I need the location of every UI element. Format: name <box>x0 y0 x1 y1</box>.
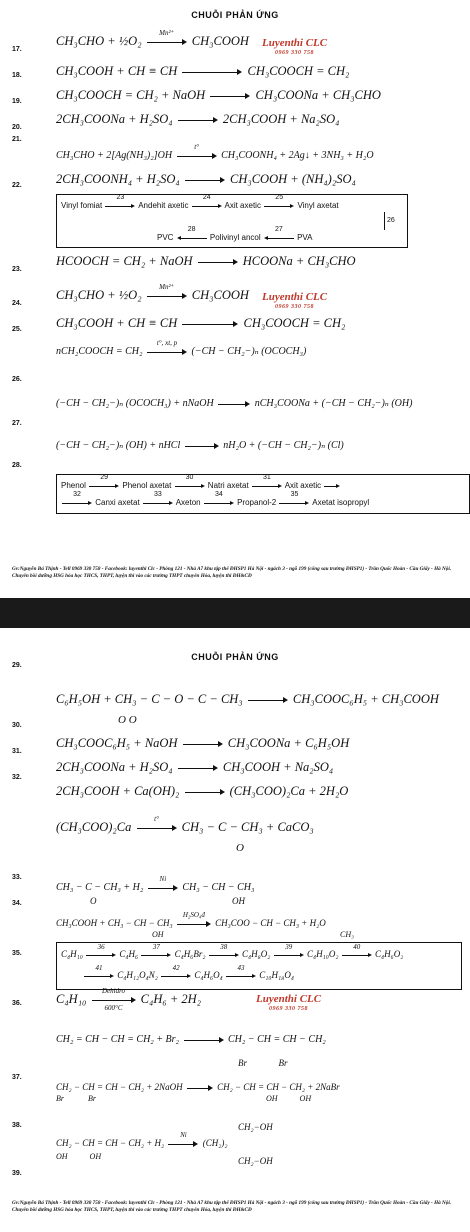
chain-row-2 <box>83 963 294 980</box>
reactants: CH₃COOCH = CH₂ + NaOH <box>56 88 206 102</box>
chain-down-arrow <box>384 212 385 230</box>
chain-arrow: 40 <box>342 951 372 959</box>
products: CH₃COOH + (NH₄)₂SO₄ <box>230 172 356 186</box>
brand-logo: Luyenthi CLC 0969 330 758 <box>262 37 328 56</box>
reaction-arrow <box>218 400 250 408</box>
substituent-label: CH₃ <box>340 930 354 939</box>
compound-label: Vinyl fomiat <box>61 201 103 210</box>
chain-arrow: 42 <box>161 972 191 980</box>
reaction-arrow <box>185 788 225 796</box>
substituent-label: O <box>236 842 244 854</box>
chain-arrow: 24 <box>192 202 222 210</box>
reaction-arrow <box>210 92 250 100</box>
reaction-arrow <box>182 320 238 328</box>
reaction-22 <box>56 172 356 187</box>
compound-label: Phenol axetat <box>122 481 172 490</box>
compound-label: Natri axetat <box>207 481 249 490</box>
reaction-34 <box>56 910 326 928</box>
reaction-arrow <box>182 68 242 76</box>
reactants: CH₂ − CH = CH − CH₂ + 2NaOH <box>56 1082 183 1092</box>
compound-label: C₁₀H₁₈O₄ <box>259 970 294 980</box>
compound-label: Phenol <box>61 481 86 490</box>
chain-arrow: 23 <box>105 202 135 210</box>
reaction-number: 31. <box>12 748 22 755</box>
products: CH₂ − CH = CH − CH₂ <box>228 1034 326 1045</box>
reaction-28 <box>56 440 344 451</box>
products: CH₃COOCH = CH₂ <box>243 316 346 330</box>
reaction-number: 17. <box>12 46 22 53</box>
reaction-number: 22. <box>12 182 22 189</box>
products: CH₃ − C − CH₃ + CaCO₃ <box>181 820 314 834</box>
reactants: 2CH₃COOH + Ca(OH)₂ <box>56 784 180 798</box>
reactants: CH₃ − C − CH₃ + H₂ <box>56 882 144 893</box>
reaction-number: 39. <box>12 1170 22 1177</box>
chain-arrow: 33 <box>143 499 173 507</box>
page-separator <box>0 598 470 628</box>
compound-label: Axit axetic <box>284 481 322 490</box>
reaction-arrow: H₂SO₄đ <box>177 920 211 928</box>
reaction-arrow: Dehidro 600°C <box>92 996 136 1004</box>
reaction-17 <box>56 29 249 49</box>
reactants: nCH₂COOCH = CH₂ <box>56 346 143 357</box>
reaction-number: 35. <box>12 950 22 957</box>
reaction-number: 19. <box>12 98 22 105</box>
product-bottom: CH₂−OH <box>238 1156 273 1166</box>
products: CH₃COOH <box>191 34 249 48</box>
reaction-32b <box>56 815 314 835</box>
products: CH₃COONH₄ + 2Ag↓ + 3NH₃ + H₂O <box>221 150 374 161</box>
reaction-number: 32. <box>12 774 22 781</box>
reactants: C₄H₁₀ <box>56 992 87 1006</box>
reaction-arrow: t°, xt, p <box>147 348 187 356</box>
chain-arrow: 34 <box>204 499 234 507</box>
reaction-arrow <box>184 1036 224 1044</box>
compound-label: Andehit axetic <box>138 201 189 210</box>
reaction-36b <box>56 1034 326 1045</box>
reaction-number: 21. <box>12 136 22 143</box>
chain-row-2 <box>157 225 313 242</box>
products: CH₃COOCH = CH₂ <box>247 64 350 78</box>
page-1 <box>0 0 470 598</box>
chain-row-2 <box>61 490 370 507</box>
reaction-chain-box <box>56 942 462 990</box>
chain-row-1 <box>61 193 339 210</box>
reaction-number: 33. <box>12 874 22 881</box>
reaction-arrow <box>187 1084 213 1092</box>
reaction-arrow <box>185 176 225 184</box>
substituent-label: OH <box>232 896 245 906</box>
chain-arrow: 27 <box>264 234 294 242</box>
reaction-18 <box>56 64 349 79</box>
products: CH₃COOH + Na₂SO₄ <box>222 760 334 774</box>
products: CH₃ − CH − CH₃ <box>182 882 255 893</box>
reaction-29 <box>56 692 439 707</box>
chain-arrow: 28 <box>177 234 207 242</box>
compound-label: C₄H₆Br₂ <box>174 949 206 959</box>
chain-arrow: 36 <box>86 951 116 959</box>
reactants: CH₃CHO + ½O₂ <box>56 34 142 48</box>
brand-logo: Luyenthi CLC 0969 330 758 <box>256 993 322 1012</box>
chain-arrow: 25 <box>264 202 294 210</box>
substituent-label: O <box>90 896 97 906</box>
reactants: (−CH − CH₂−)ₙ (OH) + nHCl <box>56 440 181 451</box>
reaction-chain-box <box>56 474 470 514</box>
reaction-number: 37. <box>12 1074 22 1081</box>
reaction-arrow: t° <box>177 152 217 160</box>
chain-arrow: 43 <box>226 972 256 980</box>
chain-arrow: 30 <box>175 482 205 490</box>
reaction-arrow: Ni <box>168 1140 198 1148</box>
reaction-arrow <box>185 442 219 450</box>
reactants: C₆H₅OH + CH₃ − C − O − C − CH₃ <box>56 692 243 706</box>
reaction-number: 24. <box>12 300 22 307</box>
footer-credits: Gv:Nguyễn Bá Thịnh - Tell 0969 330 758 - Facebook: luyenthi Clc - Phòng 121 - Nhà A7 khu tập thể ĐHSP1 Hà Nội - ngách 3 - ngõ 199 (cổng sau trường ĐHSP1) - Trần Quốc Hoàn - Cầu Giấy - Hà Nội. Chuyên bồi dưỡng HSG hóa học THCS, THPT, luyện thi vào các trường THPT chuyên Hóa, luyện thi ĐH&CĐ <box>12 566 452 579</box>
reaction-32 <box>56 784 348 799</box>
reaction-arrow: Mn²⁺ <box>147 292 187 300</box>
reaction-37 <box>56 1082 340 1092</box>
compound-label: Polivinyl ancol <box>209 233 261 242</box>
reactants: CH₃COOH + CH ≡ CH <box>56 316 178 330</box>
reaction-arrow <box>248 696 288 704</box>
reactants: CH₃CHO + 2[Ag(NH₃)₂]OH <box>56 150 173 161</box>
compound-label: Axit axetic <box>224 201 261 210</box>
products: HCOONa + CH₃CHO <box>242 254 356 268</box>
reactants: 2CH₃COONH₄ + H₂SO₄ <box>56 172 180 186</box>
reaction-21 <box>56 142 374 161</box>
reaction-number: 23. <box>12 266 22 273</box>
compound-label: Axetat isopropyl <box>312 498 370 507</box>
products: CH₃COO − CH − CH₃ + H₂O <box>215 918 326 928</box>
products: CH₃COONa + C₆H₅OH <box>227 736 350 750</box>
products: nCH₃COONa + (−CH − CH₂−)ₙ (OH) <box>254 398 413 409</box>
reactants: CH₃COOC₆H₅ + NaOH <box>56 736 178 750</box>
substituent-label: OH <box>152 930 164 939</box>
reactants: 2CH₃COONa + H₂SO₄ <box>56 760 173 774</box>
products: (CH₃COO)₂Ca + 2H₂O <box>229 784 349 798</box>
reaction-25 <box>56 316 345 331</box>
substituent-label: Br Br <box>238 1058 288 1068</box>
reaction-number: 30. <box>12 722 22 729</box>
substituent-label: O O <box>118 714 137 726</box>
reaction-number: 18. <box>12 72 22 79</box>
page-title: CHUỖI PHẢN ỨNG <box>191 652 279 662</box>
reaction-number: 20. <box>12 124 22 131</box>
products: (CH₂)₂ <box>202 1138 228 1148</box>
page-title: CHUỖI PHẢN ỨNG <box>191 10 279 20</box>
chain-arrow: 39 <box>274 951 304 959</box>
compound-label: C₄H₆ <box>119 949 139 959</box>
chain-arrow: 37 <box>141 951 171 959</box>
chain-arrow: 32 <box>62 499 92 507</box>
compound-label: C₄H₆O₄ <box>194 970 223 980</box>
compound-label: C₄H₁₀ <box>61 949 83 959</box>
reactants: (−CH − CH₂−)ₙ (OCOCH₃) + nNaOH <box>56 398 214 409</box>
products: CH₃COOC₆H₅ + CH₃COOH <box>292 692 439 706</box>
reaction-30 <box>56 736 349 751</box>
compound-label: C₄H₁₀O₂ <box>306 949 339 959</box>
reaction-19 <box>56 88 381 103</box>
compound-label: Propanol-2 <box>237 498 277 507</box>
reaction-arrow <box>198 258 238 266</box>
products: C₄H₆ + 2H₂ <box>140 992 202 1006</box>
reactants: 2CH₃COONa + H₂SO₄ <box>56 112 173 126</box>
footer-credits: Gv:Nguyễn Bá Thịnh - Tell 0969 330 758 - Facebook: luyenthi Clc - Phòng 121 - Nhà A7 khu tập thể ĐHSP1 Hà Nội - ngách 3 - ngõ 199 (cổng sau trường ĐHSP1) - Trần Quốc Hoàn - Cầu Giấy - Hà Nội. Chuyên bồi dưỡng HSG hóa học THCS, THPT, luyện thi vào các trường THPT chuyên Hóa, luyện thi ĐH&CĐ <box>12 1200 452 1213</box>
compound-label: C₄H₈O₂ <box>242 949 271 959</box>
reaction-number: 25. <box>12 326 22 333</box>
substituent-label: OH OH <box>56 1152 102 1161</box>
reactants: HCOOCH = CH₂ + NaOH <box>56 254 193 268</box>
chain-arrow: 38 <box>209 951 239 959</box>
reactants: CH₂ − CH = CH − CH₂ + H₂ <box>56 1138 165 1148</box>
reactants: CH₃CHO + ½O₂ <box>56 288 142 302</box>
compound-label: Vinyl axetat <box>297 201 339 210</box>
reaction-arrow <box>178 764 218 772</box>
products: (−CH − CH₂−)ₙ (OCOCH₃) <box>191 346 307 357</box>
reaction-arrow: Mn²⁺ <box>147 38 187 46</box>
reaction-chain-box <box>56 194 408 248</box>
reaction-arrow <box>178 116 218 124</box>
reactants: CH₃COOH + CH ≡ CH <box>56 64 178 78</box>
reactants: (CH₃COO)₂Ca <box>56 820 132 834</box>
products: CH₂ − CH = CH − CH₂ + 2NaBr <box>217 1082 340 1092</box>
chain-row-1 <box>61 942 404 959</box>
chain-arrow <box>324 482 340 490</box>
products: nH₂O + (−CH − CH₂−)ₙ (Cl) <box>223 440 344 451</box>
reaction-arrow: t° <box>137 824 177 832</box>
reaction-arrow: Ni <box>148 884 178 892</box>
reaction-number: 38. <box>12 1122 22 1129</box>
reaction-arrow <box>183 740 223 748</box>
products: CH₃COOH <box>191 288 249 302</box>
chain-row-1 <box>61 473 341 490</box>
reaction-36 <box>56 987 202 1013</box>
reaction-number: 29. <box>12 662 22 669</box>
reactants: CH₂ = CH − CH = CH₂ + Br₂ <box>56 1034 179 1045</box>
chain-arrow: 41 <box>84 972 114 980</box>
reaction-26 <box>56 338 307 357</box>
reaction-number: 34. <box>12 900 22 907</box>
reaction-number: 27. <box>12 420 22 427</box>
products: CH₃COONa + CH₃CHO <box>255 88 381 102</box>
compound-label: C₄H₁₂O₄N₂ <box>117 970 158 980</box>
page-2 <box>0 628 470 1232</box>
compound-label: PVA <box>297 233 313 242</box>
reaction-27 <box>56 398 412 409</box>
reaction-20 <box>56 112 340 127</box>
product-top: CH₂−OH <box>238 1122 273 1132</box>
reaction-number: 28. <box>12 462 22 469</box>
chain-arrow: 29 <box>89 482 119 490</box>
reaction-33 <box>56 874 255 893</box>
brand-logo: Luyenthi CLC 0969 330 758 <box>262 291 328 310</box>
substituent-label: OH OH <box>266 1094 312 1103</box>
compound-label: Canxi axetat <box>95 498 140 507</box>
compound-label: PVC <box>157 233 174 242</box>
chain-arrow: 31 <box>252 482 282 490</box>
reaction-24 <box>56 283 249 303</box>
substituent-label: Br Br <box>56 1094 96 1103</box>
products: 2CH₃COOH + Na₂SO₄ <box>222 112 340 126</box>
reaction-number: 36. <box>12 1000 22 1007</box>
compound-label: C₄H₆O₂ <box>374 949 404 959</box>
compound-label: Axeton <box>175 498 201 507</box>
reaction-number: 26. <box>12 376 22 383</box>
chain-arrow: 35 <box>279 499 309 507</box>
step-number: 26 <box>387 217 395 224</box>
reaction-38 <box>56 1130 228 1148</box>
reaction-23 <box>56 254 356 269</box>
reactants: CH₃COOH + CH₃ − CH − CH₃ <box>56 918 173 928</box>
reaction-31 <box>56 760 333 775</box>
